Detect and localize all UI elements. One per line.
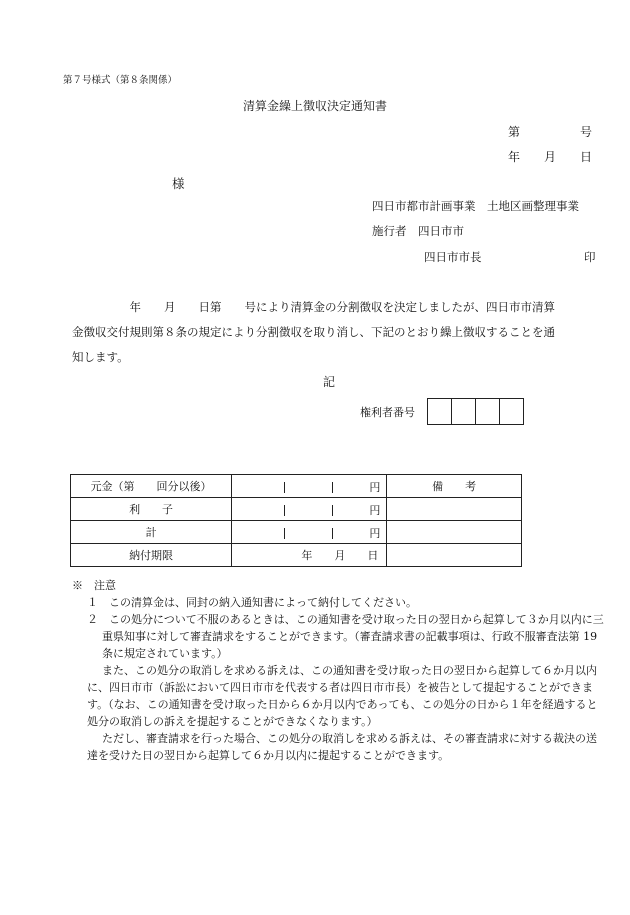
row-label: 利 子	[71, 498, 232, 521]
remarks-cell[interactable]	[387, 544, 522, 567]
digit-separator	[284, 505, 285, 516]
digit-box[interactable]	[428, 399, 452, 424]
notes-header: ※ 注意	[72, 579, 116, 592]
digit-box[interactable]	[500, 399, 523, 424]
note-paragraph-3: ただし、審査請求を行った場合、この処分の取消しを求める訴えは、その審査請求に対する裁決の送達を受けた日の翌日から起算して６か月以内に提起することができます。	[87, 732, 597, 762]
digit-separator	[284, 482, 285, 493]
body-line-3: 知します。	[72, 350, 129, 364]
row-label: 元金（第 回分以後）	[71, 475, 232, 498]
seal-mark: 印	[584, 250, 596, 264]
remarks-cell[interactable]	[387, 521, 522, 544]
issuer-project: 四日市都市計画事業 土地区画整理事業	[372, 199, 579, 213]
notice-body	[72, 295, 600, 370]
amount-table	[70, 474, 522, 567]
yen-unit: 円	[369, 504, 381, 517]
body-line-1: 年 月 日第 号により清算金の分割徴収を決定しましたが、四日市市清算	[72, 300, 555, 314]
ki-heading: 記	[322, 375, 335, 389]
rights-holder-label: 権利者番号	[360, 406, 415, 419]
amount-cell[interactable]	[232, 475, 387, 498]
table-row	[71, 521, 522, 544]
issuer-executor: 施行者 四日市市	[372, 224, 464, 238]
yen-unit: 円	[369, 527, 381, 540]
digit-separator	[332, 505, 333, 516]
note-item-2: ２ この処分について不服のあるときは、この通知書を受け取った日の翌日から起算して３か月以内に三重県知事に対して審査請求をすることができます。（審査請求書の記載事項は、行政不服審査法第 19 条に規定されています。）	[87, 613, 604, 660]
remarks-cell[interactable]	[387, 498, 522, 521]
document-date: 年 月 日	[508, 150, 593, 164]
due-date-cell[interactable]: 年 月 日	[232, 544, 387, 567]
body-line-2: 金徴収交付規則第８条の規定により分割徴収を取り消し、下記のとおり繰上徴収することを通	[72, 325, 555, 339]
remarks-header: 備 考	[387, 475, 522, 498]
form-number: 第７号様式（第８条関係）	[63, 75, 178, 86]
document-number: 第 号	[508, 125, 593, 139]
issuer-mayor: 四日市市長	[424, 250, 482, 264]
notes-section	[72, 577, 606, 764]
row-label: 納付期限	[71, 544, 232, 567]
table-row	[71, 498, 522, 521]
digit-box[interactable]	[476, 399, 500, 424]
amount-cell[interactable]	[232, 498, 387, 521]
digit-separator	[332, 482, 333, 493]
yen-unit: 円	[369, 481, 381, 494]
digit-separator	[332, 528, 333, 539]
note-paragraph-2: また、この処分の取消しを求める訴えは、この通知書を受け取った日の翌日から起算して６か月以内に、四日市市（訴訟において四日市市を代表する者は四日市市長）を被告として提起することができます。（なお、この通知書を受け取った日から６か月以内であっても、この処分の日から１年を経過すると処分の取消しの訴えを提起することができなくなります。）	[87, 664, 598, 728]
digit-box[interactable]	[452, 399, 476, 424]
digit-separator	[284, 528, 285, 539]
table-row	[71, 475, 522, 498]
row-label: 計	[71, 521, 232, 544]
table-row	[71, 544, 522, 567]
document-title: 清算金繰上徴収決定通知書	[242, 99, 387, 113]
amount-cell[interactable]	[232, 521, 387, 544]
note-item-1: １ この清算金は、同封の納入通知書によって納付してください。	[87, 596, 417, 609]
rights-holder-number-boxes[interactable]	[427, 398, 524, 425]
addressee: 様	[172, 176, 185, 191]
